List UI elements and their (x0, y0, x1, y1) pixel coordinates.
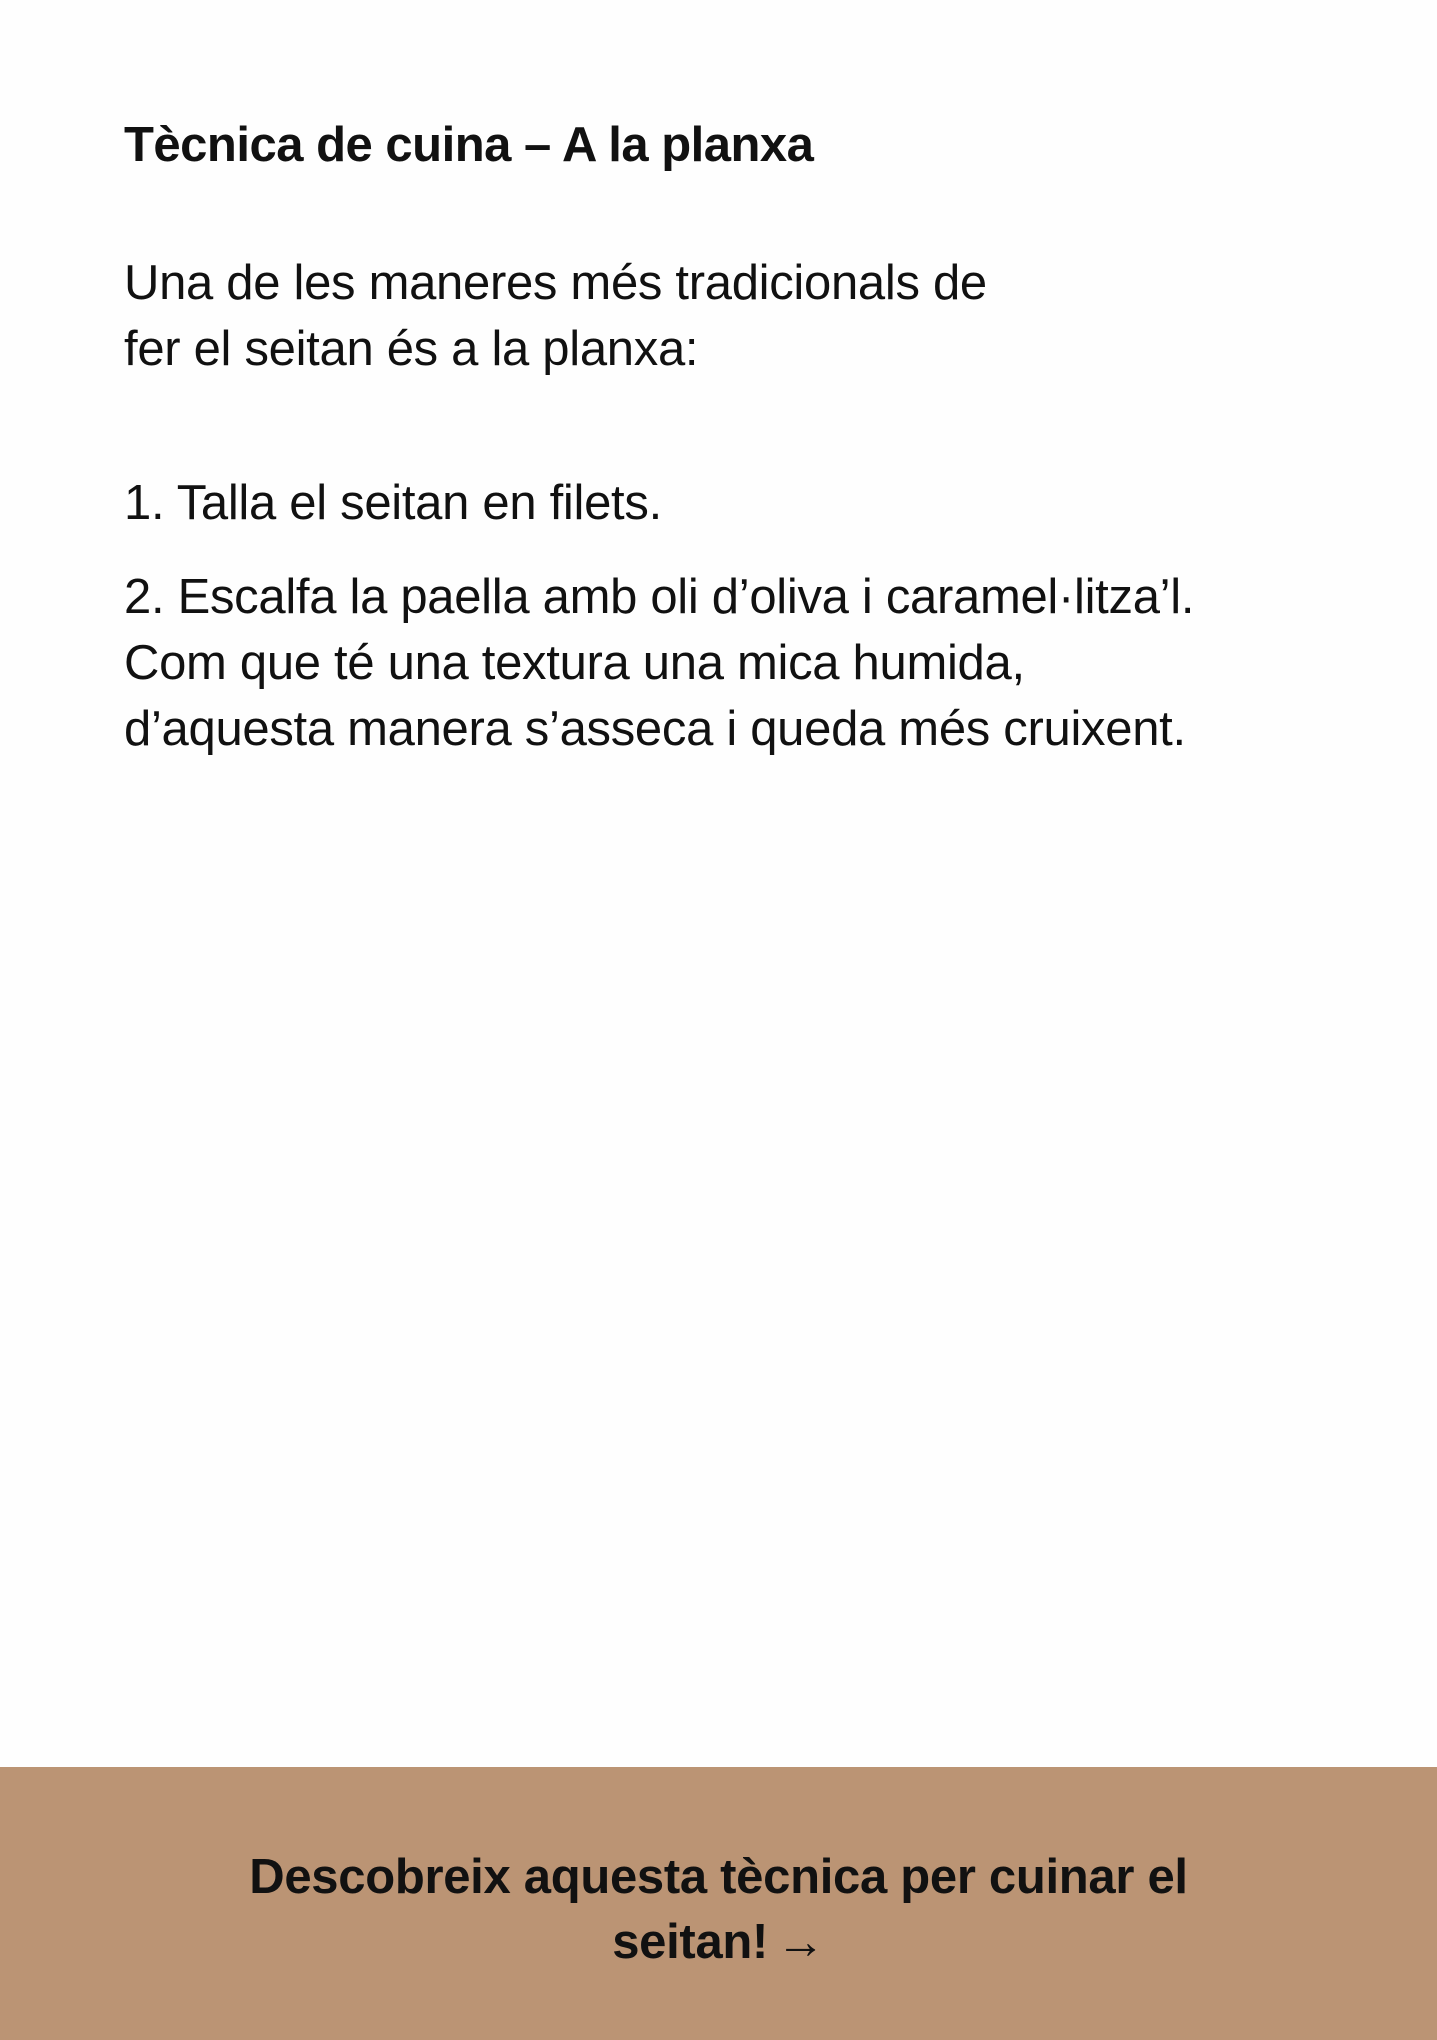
cta-link[interactable] (214, 1845, 1224, 1975)
page-title: Tècnica de cuina – A la planxa (124, 118, 814, 172)
steps-list (124, 470, 1304, 762)
cta-banner[interactable] (0, 1767, 1437, 2040)
intro-text: Una de les maneres més tradicionals de fer el seitan és a la planxa: (124, 256, 987, 376)
step-item: 2. Escalfa la paella amb oli d’oliva i caramel·litza’l. Com que té una textura una mica humida, d’aquesta manera s’asseca i queda més cruixent. (124, 570, 1195, 756)
arrow-right-icon: → (776, 1915, 825, 1969)
cta-label: Descobreix aquesta tècnica per cuinar el seitan! (249, 1850, 1188, 1969)
page-content (124, 110, 1304, 762)
step-item: 1. Talla el seitan en filets. (124, 476, 662, 530)
